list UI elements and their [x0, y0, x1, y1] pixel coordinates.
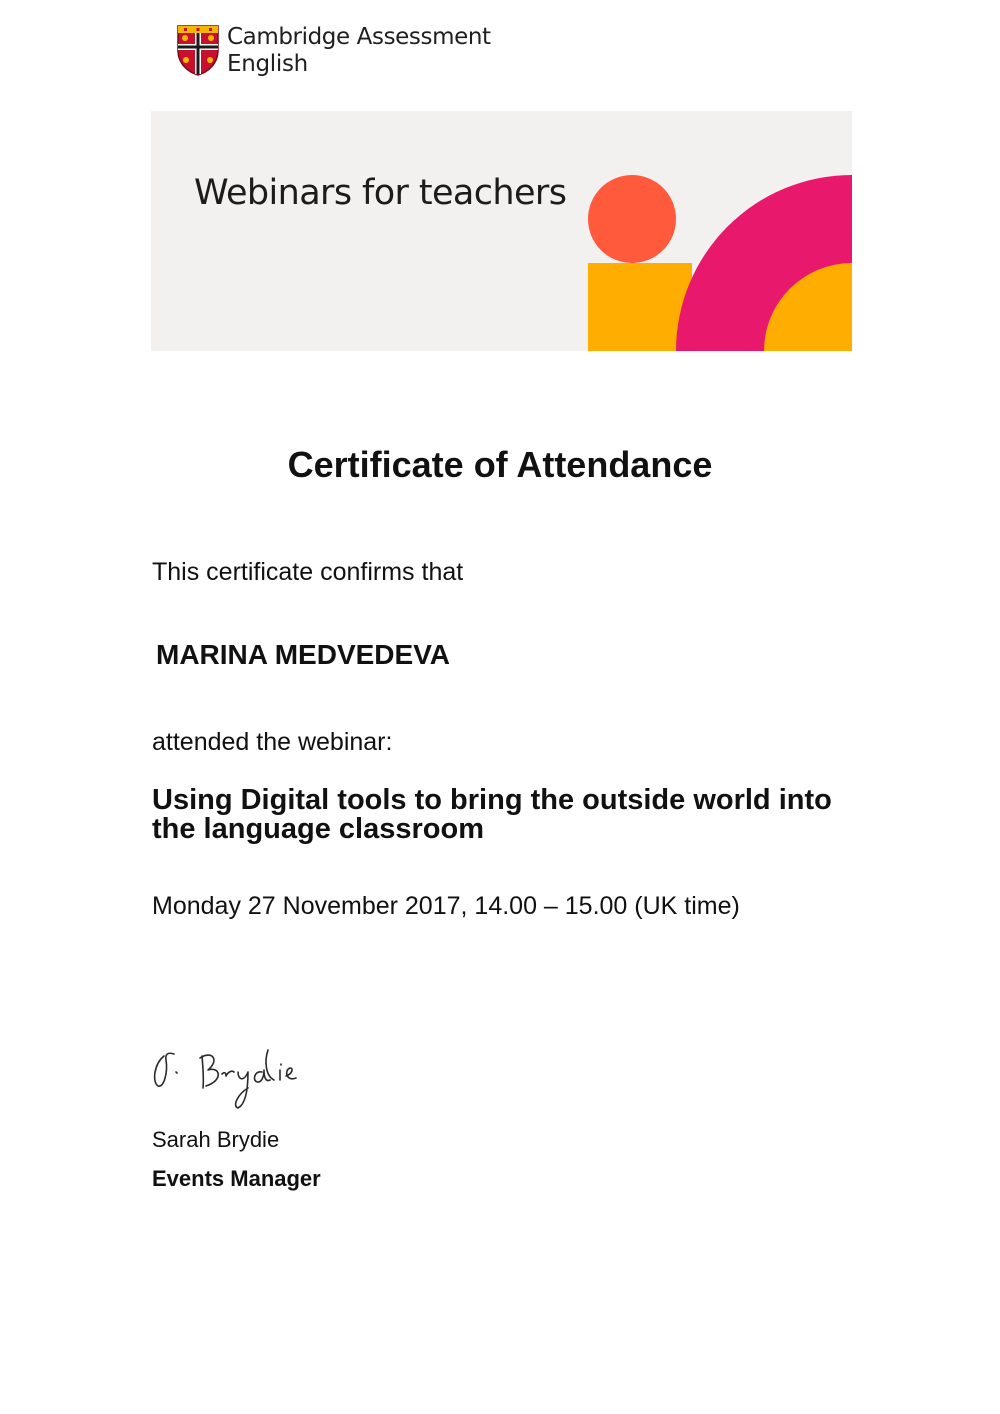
certificate-title: Certificate of Attendance: [287, 444, 713, 485]
webinar-title: Using Digital tools to bring the outside world into the language classroom: [152, 784, 832, 845]
cambridge-crest-icon: [176, 24, 220, 76]
brand-subname: English: [227, 51, 308, 77]
signatory-role: Events Manager: [152, 1166, 321, 1191]
banner-title: Webinars for teachers: [194, 173, 567, 213]
signatory-name: Sarah Brydie: [152, 1127, 280, 1152]
webinar-datetime: Monday 27 November 2017, 14.00 – 15.00 (UK time): [152, 892, 740, 920]
banner-circle: [588, 175, 676, 263]
certificate-intro: This certificate confirms that: [152, 558, 464, 586]
attendee-name: MARINA MEDVEDEVA: [156, 639, 451, 670]
brand-logo: [176, 24, 491, 78]
banner-gold-block: [588, 263, 692, 351]
signature-image: [150, 1042, 310, 1114]
webinar-banner: [151, 111, 852, 351]
banner-graphic: [588, 175, 852, 351]
brand-name: Cambridge Assessment: [227, 24, 491, 50]
attended-label: attended the webinar:: [152, 728, 393, 756]
brand-wordmark: [227, 24, 491, 78]
